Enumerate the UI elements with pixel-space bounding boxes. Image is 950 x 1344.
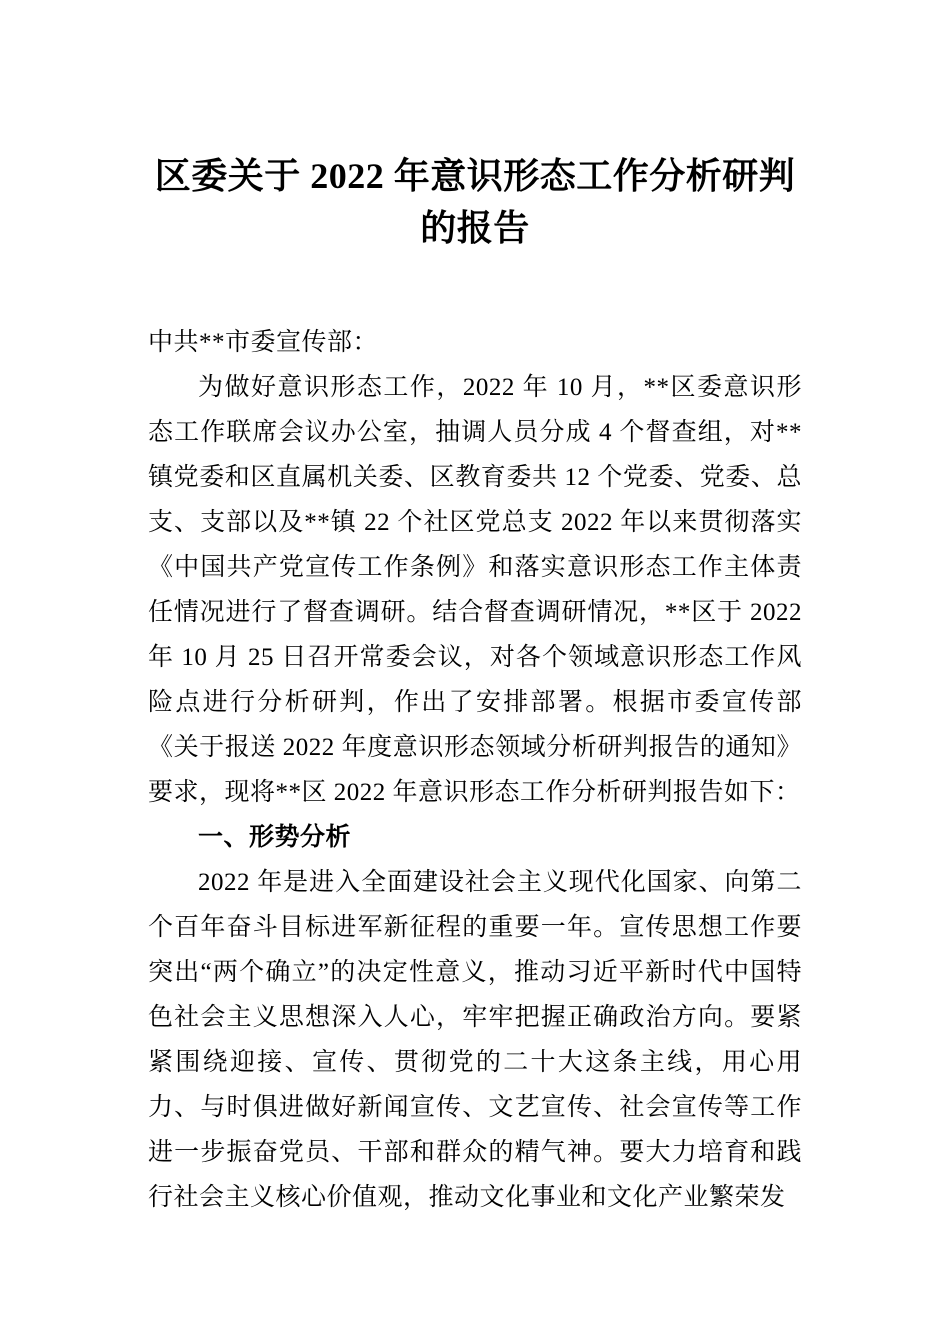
document-body bbox=[148, 320, 802, 1220]
salutation-line: 中共**市委宣传部： bbox=[148, 329, 379, 357]
section-heading-situation-analysis: 一、形势分析 bbox=[198, 823, 352, 852]
paragraph-intro: 为做好意识形态工作，2022 年 10 月，**区委意识形态工作联席会议办公室，抽调人员分成 4 个督查组，对**镇党委和区直属机关委、区教育委共 12 个党委、党委、总支、支部以及**镇 22 个社区党总支 2022 年以来贯彻落实《中国共产党宣传工作条例》和落实意识形态工作主体责任情况进行了督查调研。结合督查调研情况，**区于 2022 年 10 月 25 日召开常委会议，对各个领域意识形态工作风险点进行分析研判，作出了安排部署。根据市委宣传部《关于报送 2022 年度意识形态领域分析研判报告的通知》要求，现将**区 2022 年意识形态工作分析研判报告如下： bbox=[148, 374, 802, 807]
paragraph-situation-analysis: 2022 年是进入全面建设社会主义现代化国家、向第二个百年奋斗目标进军新征程的重要一年。宣传思想工作要突出“两个确立”的决定性意义，推动习近平新时代中国特色社会主义思想深入人心，牢牢把握正确政治方向。要紧紧围绕迎接、宣传、贯彻党的二十大这条主线，用心用力、与时俱进做好新闻宣传、文艺宣传、社会宣传等工作进一步振奋党员、干部和群众的精气神。要大力培育和践行社会主义核心价值观，推动文化事业和文化产业繁荣发 bbox=[148, 869, 802, 1212]
document-title: 区委关于 2022 年意识形态工作分析研判的报告 bbox=[154, 156, 796, 249]
